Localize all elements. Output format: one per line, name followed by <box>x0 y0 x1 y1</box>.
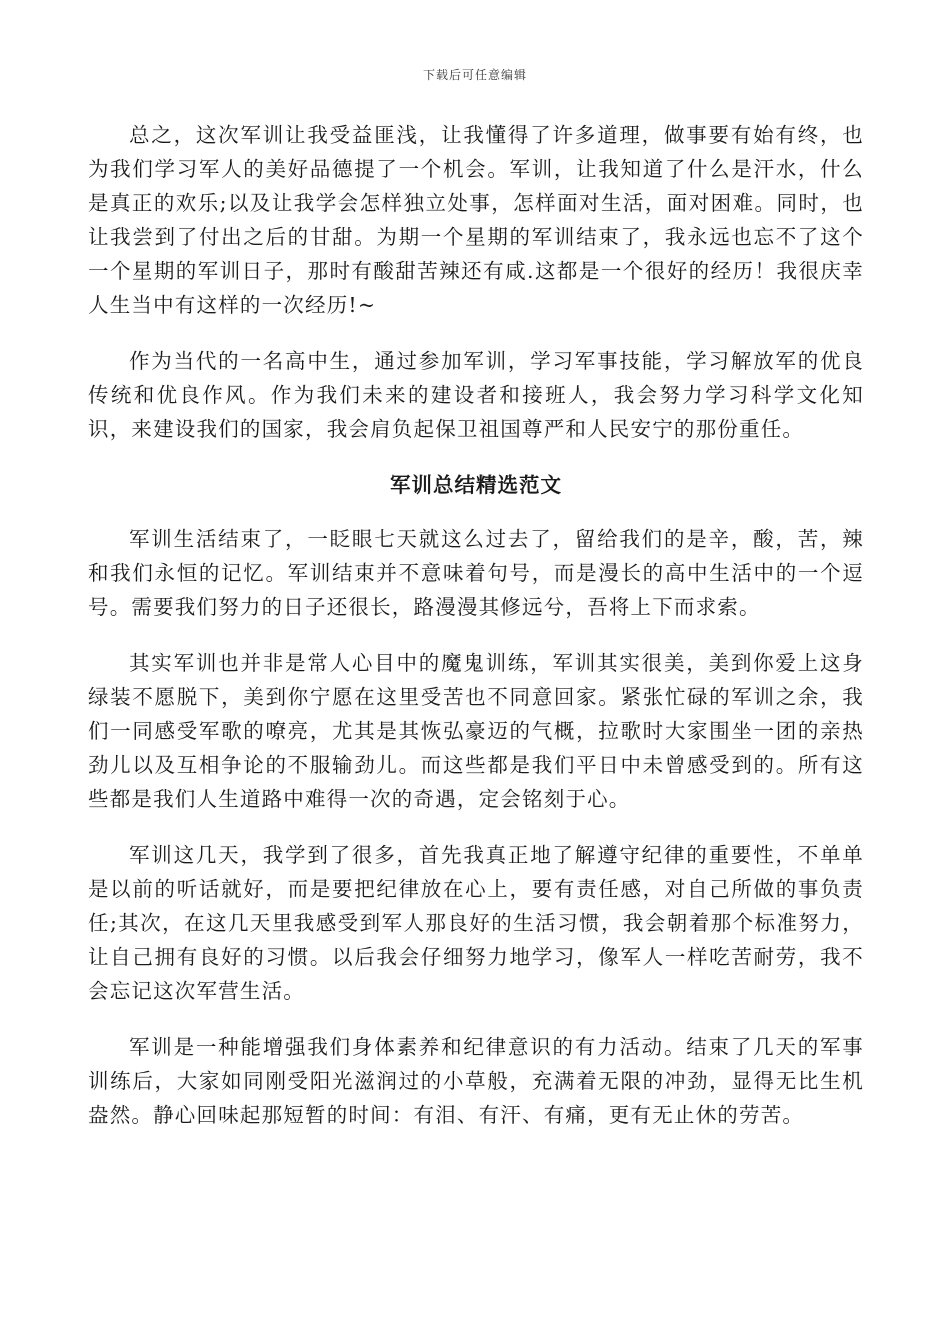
paragraph: 军训生活结束了，一眨眼七天就这么过去了，留给我们的是辛，酸，苦，辣和我们永恒的记忆。军训结束并不意味着句号，而是漫长的高中生活中的一个逗号。需要我们努力的日子还很长，路漫漫其修远兮，吾将上下而求索。 <box>88 527 864 619</box>
paragraph: 军训是一种能增强我们身体素养和纪律意识的有力活动。结束了几天的军事训练后，大家如同刚受阳光滋润过的小草般，充满着无限的冲劲，显得无比生机盎然。静心回味起那短暂的时间：有泪、有汗、有痛，更有无止休的劳苦。 <box>88 1035 864 1127</box>
page-header: 下载后可任意编辑 <box>422 68 527 82</box>
paragraph: 其实军训也并非是常人心目中的魔鬼训练，军训其实很美，美到你爱上这身绿装不愿脱下，美到你宁愿在这里受苦也不同意回家。紧张忙碌的军训之余，我们一同感受军歌的嘹亮，尤其是其恢弘豪迈的气概，拉歌时大家围坐一团的亲热劲儿以及互相争论的不服输劲儿。而这些都是我们平日中未曾感受到的。所有这些都是我们人生道路中难得一次的奇遇，定会铭刻于心。 <box>88 651 864 811</box>
section-title: 军训总结精选范文 <box>390 473 562 497</box>
document-body <box>88 118 864 1154</box>
paragraph: 总之，这次军训让我受益匪浅，让我懂得了许多道理，做事要有始有终，也为我们学习军人的美好品德提了一个机会。军训，让我知道了什么是汗水，什么是真正的欢乐;以及让我学会怎样独立处事，怎样面对生活，面对困难。同时，也让我尝到了付出之后的甘甜。为期一个星期的军训结束了，我永远也忘不了这个一个星期的军训日子，那时有酸甜苦辣还有咸.这都是一个很好的经历！我很庆幸人生当中有这样的一次经历!~ <box>88 123 864 317</box>
paragraph: 军训这几天，我学到了很多，首先我真正地了解遵守纪律的重要性，不单单是以前的听话就好，而是要把纪律放在心上，要有责任感，对自己所做的事负责任;其次，在这几天里我感受到军人那良好的生活习惯，我会朝着那个标准努力，让自己拥有良好的习惯。以后我会仔细努力地学习，像军人一样吃苦耐劳，我不会忘记这次军营生活。 <box>88 843 864 1003</box>
paragraph: 作为当代的一名高中生，通过参加军训，学习军事技能，学习解放军的优良传统和优良作风。作为我们未来的建设者和接班人，我会努力学习科学文化知识，来建设我们的国家，我会肩负起保卫祖国尊严和人民安宁的那份重任。 <box>88 349 864 441</box>
